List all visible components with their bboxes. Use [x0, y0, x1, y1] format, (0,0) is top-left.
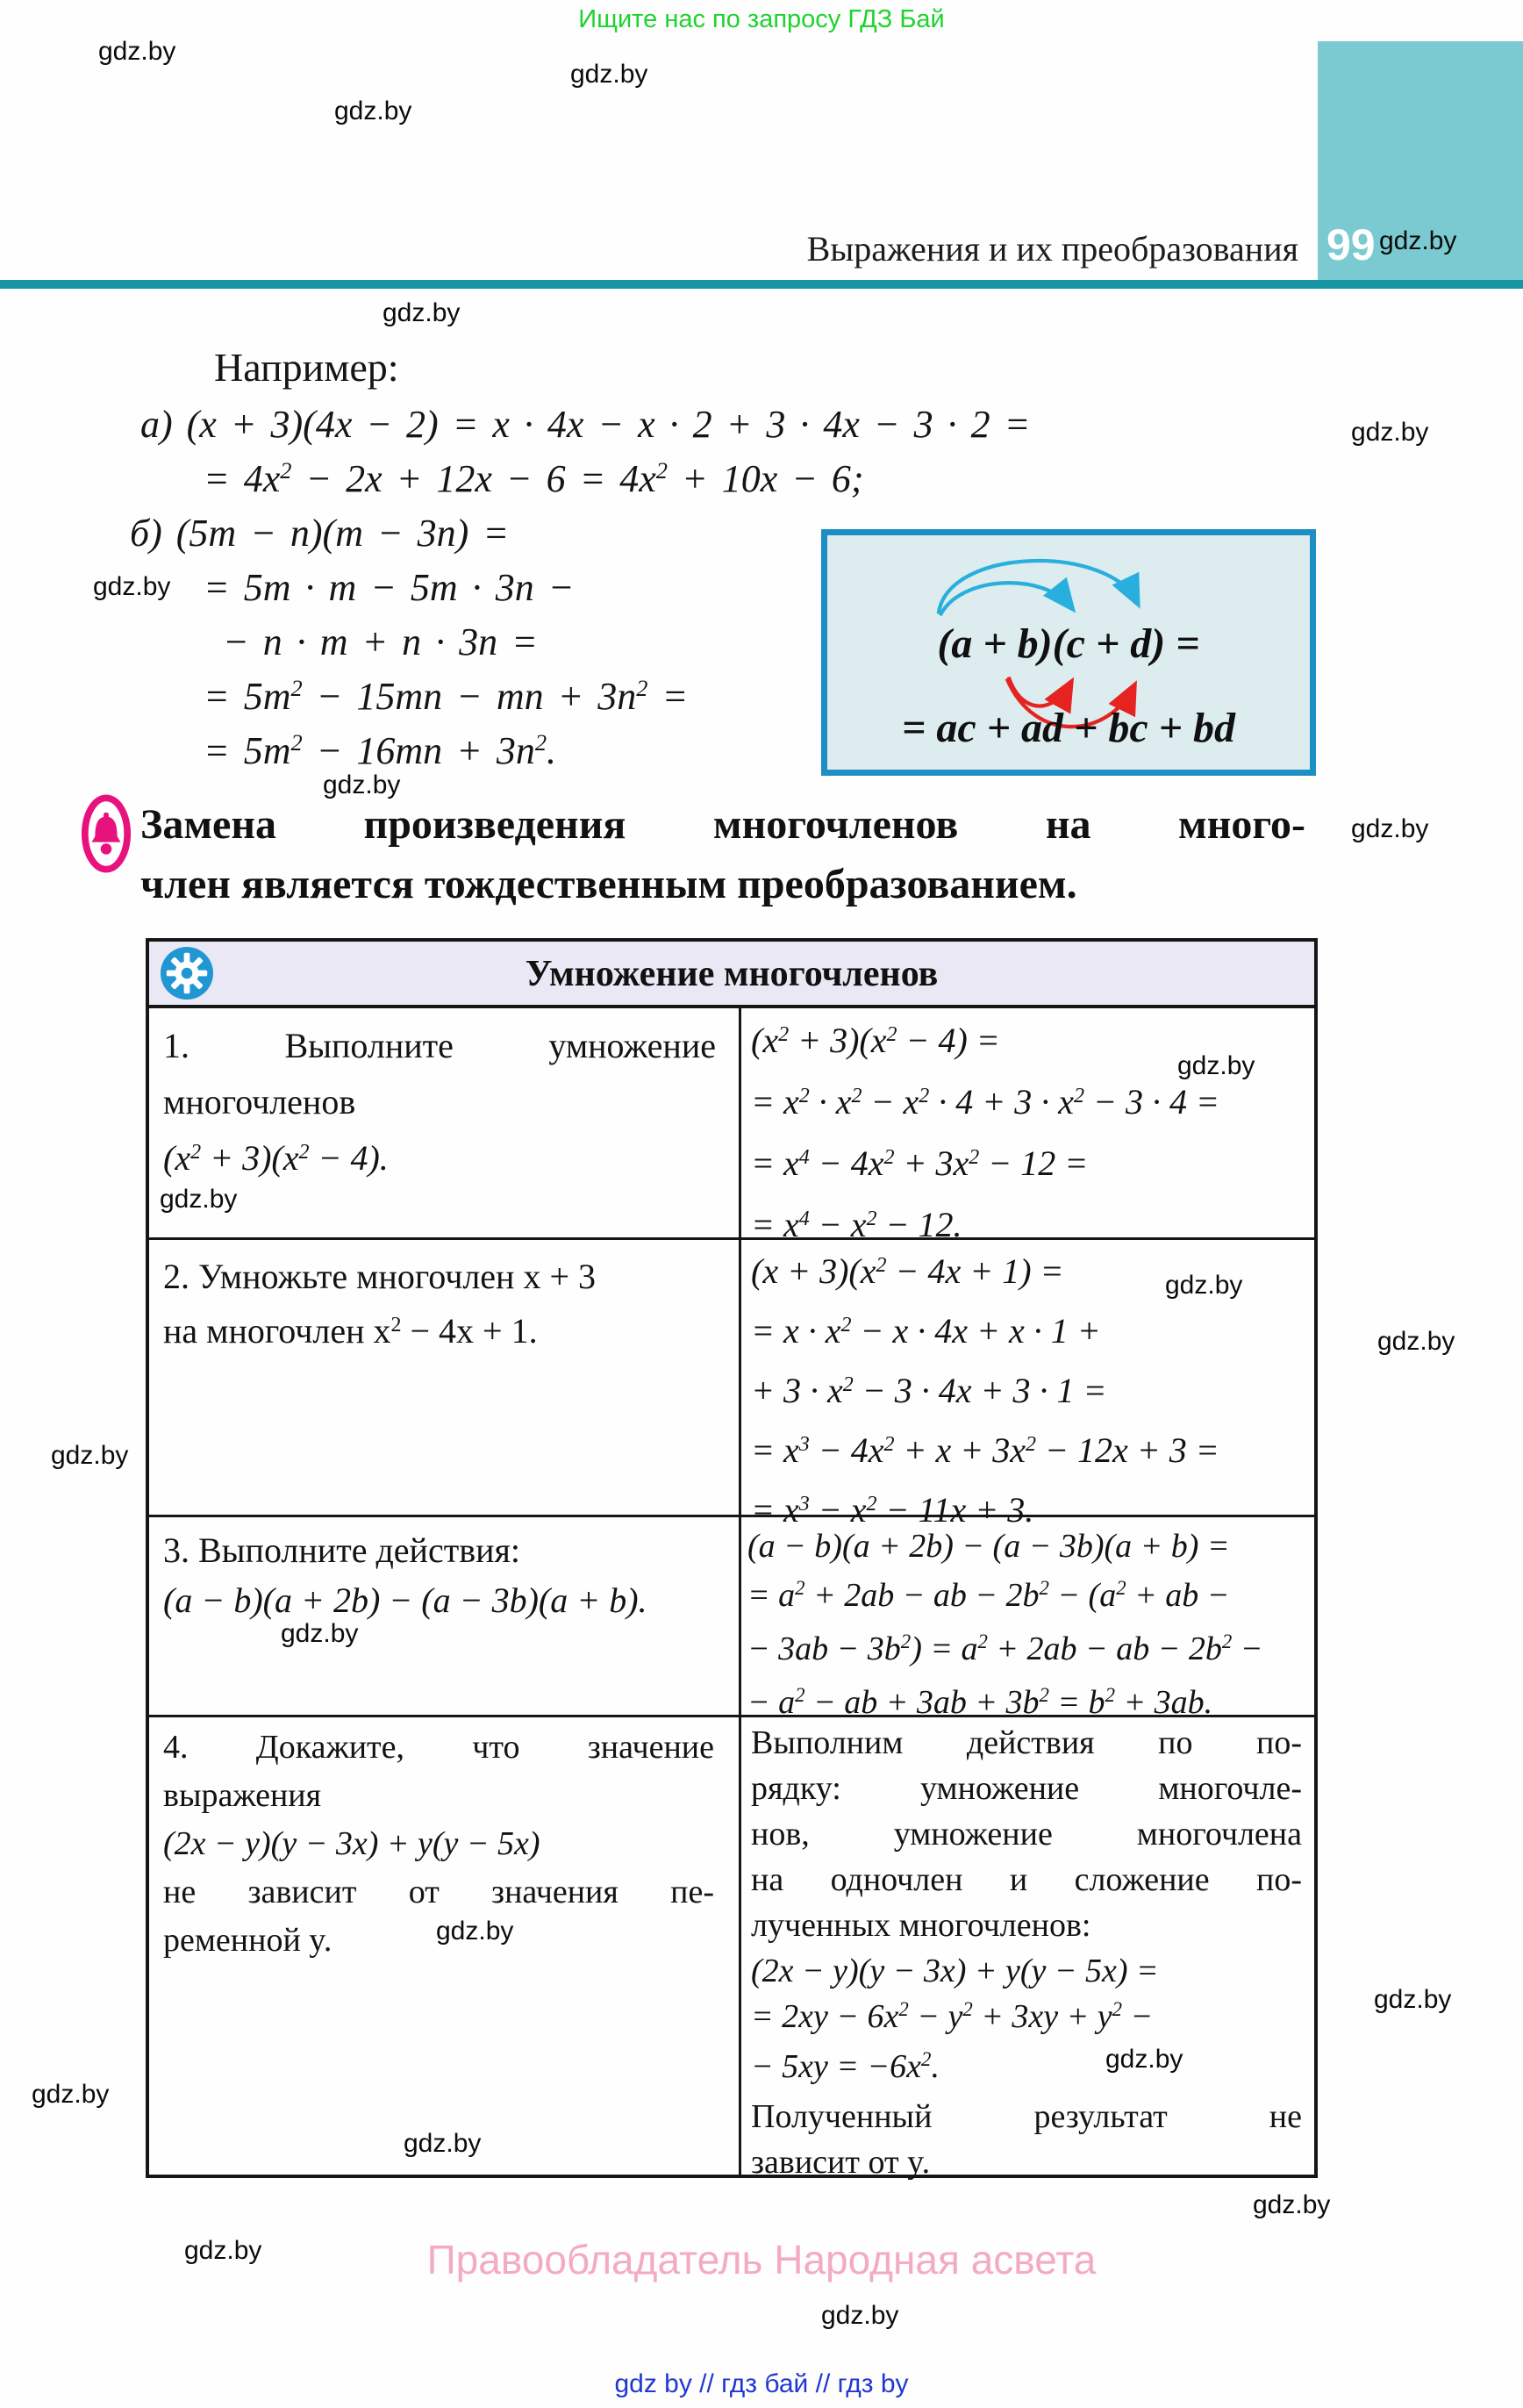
footer-links[interactable]: gdz by // гдз бай // гдз by	[614, 2369, 909, 2398]
watermark-gdzby: gdz.by	[404, 2129, 482, 2158]
example-line: а) (x + 3)(4x − 2) = x · 4x − x · 2 + 3 · 4x − 3 · 2 =	[140, 403, 1031, 446]
watermark-gdzby: gdz.by	[1105, 2045, 1183, 2074]
bell-icon	[81, 792, 132, 875]
watermark-gdzby: gdz.by	[1177, 1051, 1255, 1080]
watermark-gdzby: gdz.by	[1253, 2190, 1331, 2219]
solution-cell-2: $(x + 3)(x^2 - 4x + 1)$ = = $x \cdot x^2 - x \cdot 4x + x \cdot 1$ + + $3 \cdot x^2 - 3 \cdot 4x + 3 \cdot 1$ = = $x^3 - 4x^2 + x + 3x^2 - 12x + 3$ = = $x^3 - x^2 - 11x + 3$.	[751, 1251, 1219, 1530]
foil-rule-box	[821, 529, 1316, 776]
example-line: б) (5m − n)(m − 3n) =	[130, 512, 510, 555]
watermark-gdzby: gdz.by	[1374, 1985, 1452, 2014]
chapter-title: Выражения и их преобразования	[806, 229, 1298, 269]
example-line: = $4x^2 - 2x + 12x - 6 = 4x^2 + 10x - 6$;	[204, 457, 864, 500]
task-cell-1: 1. Выполните умножение многочленов $(x^2 + 3)(x^2 - 4)$.	[163, 1026, 716, 1178]
example-line: − n · m + n · 3n =	[223, 620, 538, 663]
example-line: = 5m · m − 5m · 3n −	[204, 566, 575, 609]
watermark-gdzby: gdz.by	[32, 2080, 110, 2109]
task-cell-3: 3. Выполните действия: (a − b)(a + 2b) − (a − 3b)(a + b).	[163, 1530, 647, 1620]
watermark-gdzby: gdz.by	[98, 37, 176, 66]
solution-cell-4: Выполним действия по по- рядку: умножение многочле- нов, умножение многочлена на одночлен и сложение по- лученных многочленов: (2x − y)(y − 3x) + y(y − 5x) = = $2xy - 6x^2 - y^2 + 3xy + y^2$ − − $5xy = -6x^2$. Полученный результат не зависит от y.	[751, 1724, 1302, 2181]
task-cell-2: 2. Умножьте многочлен x + 3 на многочлен $x^2 - 4x + 1$.	[163, 1257, 597, 1351]
column-separator	[739, 1008, 741, 2175]
foil-formula-right: = ac + ad + bc + bd	[901, 705, 1235, 751]
watermark-gdzby: gdz.by	[93, 572, 171, 601]
foil-formula-left: (a + b)(c + d) =	[937, 620, 1200, 667]
header-rule	[0, 280, 1523, 289]
watermark-gdzby: gdz.by	[1377, 1327, 1455, 1356]
table-header	[149, 942, 1314, 1008]
watermark-gdzby: gdz.by	[383, 298, 461, 327]
watermark-gdzby: gdz.by	[184, 2236, 262, 2265]
watermark-gdzby: gdz.by	[51, 1441, 129, 1470]
watermark-gdzby: gdz.by	[1351, 418, 1429, 447]
note-text-line: член является тождественным преобразованием.	[140, 861, 1077, 907]
example-intro: Например:	[214, 345, 399, 390]
watermark-gdzby: gdz.by	[281, 1619, 359, 1648]
task-cell-4: 4. Докажите, что значение выражения (2x − y)(y − 3x) + y(y − 5x) не зависит от значения пе- ременной y.	[163, 1729, 714, 1959]
watermark-gdzby: gdz.by	[1351, 814, 1429, 843]
solution-cell-1: $(x^2 + 3)(x^2 - 4)$ = = $x^2 \cdot x^2 - x^2 \cdot 4 + 3 \cdot x^2 - 3 \cdot 4$ = = $x^4 - 4x^2 + 3x^2 - 12$ = = $x^4 - x^2 - 12$.	[751, 1021, 1219, 1244]
page-number: 99	[1326, 220, 1376, 269]
promo-banner: Ищите нас по запросу ГДЗ Бай	[578, 5, 945, 33]
example-line: = $5m^2 - 15mn$ − mn + $3n^2$ =	[204, 675, 689, 718]
copyright-text: Правообладатель Народная асвета	[426, 2237, 1097, 2283]
watermark-gdzby: gdz.by	[323, 770, 401, 799]
watermark-gdzby: gdz.by	[160, 1185, 238, 1214]
watermark-gdzby: gdz.by	[436, 1917, 514, 1946]
note-text-line: Замена произведения многочленов на много-	[140, 801, 1305, 848]
watermark-gdzby: gdz.by	[570, 60, 648, 89]
watermark-gdzby: gdz.by	[334, 97, 412, 125]
watermark-gdzby: gdz.by	[821, 2301, 899, 2330]
watermark-gdzby: gdz.by	[1165, 1271, 1243, 1300]
example-line: = $5m^2 - 16mn + 3n^2$.	[204, 729, 557, 772]
solution-cell-3: (a − b)(a + 2b) − (a − 3b)(a + b) = = $a^2 + 2ab$ − ab − $2b^2 - (a^2$ + ab − − $3ab - 3b^2) = a^2 + 2ab$ − ab − $2b^2$ − − $a^2$ − ab + $3ab + 3b^2 = b^2 + 3ab$.	[747, 1528, 1263, 1721]
watermark-gdzby: gdz.by	[1379, 226, 1457, 255]
table-title: Умножение многочленов	[525, 954, 939, 994]
